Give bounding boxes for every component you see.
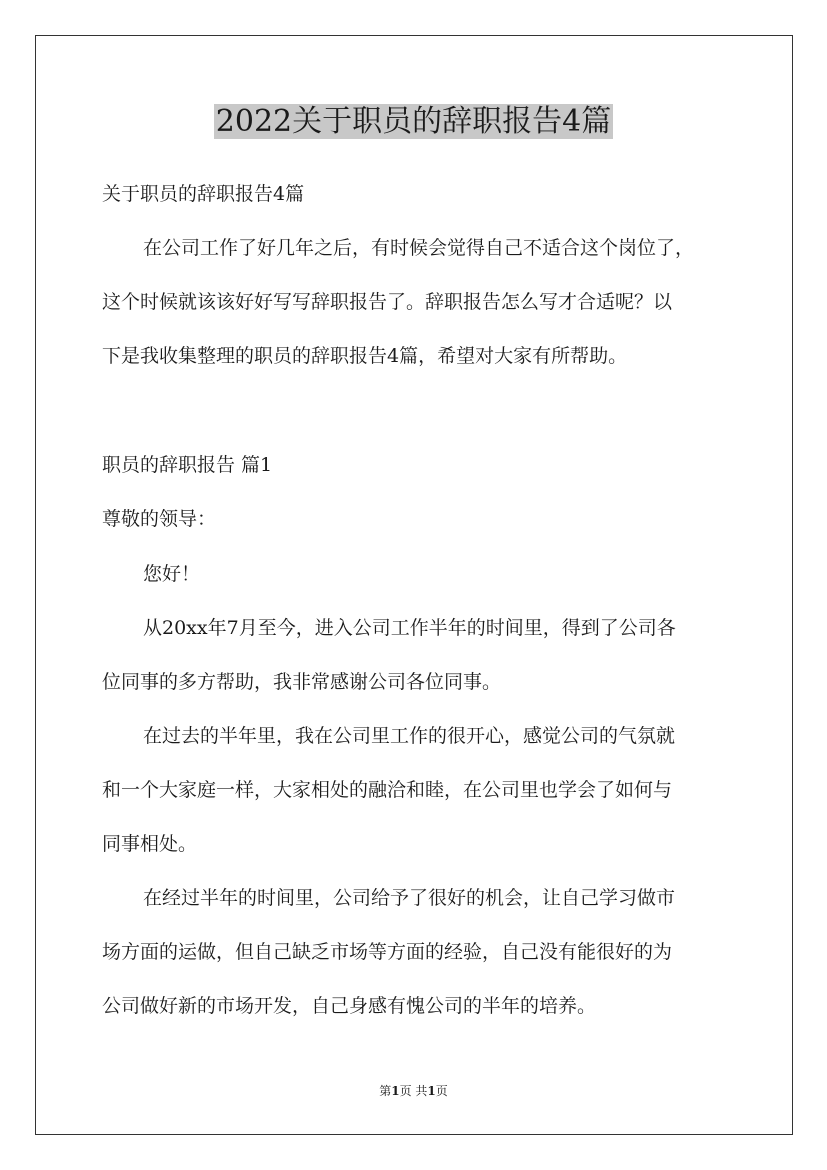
paragraph-line: 在经过半年的时间里，公司给予了很好的机会，让自己学习做市 bbox=[143, 887, 676, 909]
page-footer bbox=[0, 1083, 827, 1099]
paragraph-line: 这个时候就该该好好写写辞职报告了。辞职报告怎么写才合适呢？以 bbox=[102, 291, 673, 313]
paragraph-line: 在过去的半年里，我在公司里工作的很开心，感觉公司的气氛就 bbox=[143, 725, 676, 747]
paragraph-line: 和一个大家庭一样，大家相处的融洽和睦，在公司里也学会了如何与 bbox=[102, 779, 673, 801]
footer-page-prefix: 第 bbox=[379, 1084, 392, 1098]
paragraph-line: 公司做好新的市场开发，自己身感有愧公司的半年的培养。 bbox=[102, 995, 597, 1017]
footer-page-mid: 页 共 bbox=[399, 1084, 428, 1098]
greeting: 您好！ bbox=[143, 563, 201, 585]
paragraph-line: 位同事的多方帮助，我非常感谢公司各位同事。 bbox=[102, 671, 502, 693]
footer-page-current: 1 bbox=[391, 1084, 400, 1098]
footer-page-total: 1 bbox=[427, 1084, 436, 1098]
paragraph-line: 下是我收集整理的职员的辞职报告4篇，希望对大家有所帮助。 bbox=[102, 345, 628, 367]
document-title-text: 2022关于职员的辞职报告4篇 bbox=[215, 104, 612, 139]
paragraph-line: 从20xx年7月至今，进入公司工作半年的时间里，得到了公司各 bbox=[143, 617, 676, 639]
paragraph-line: 同事相处。 bbox=[102, 833, 198, 855]
section-heading: 职员的辞职报告 篇1 bbox=[102, 454, 273, 476]
paragraph-line: 场方面的运做，但自己缺乏市场等方面的经验，自己没有能很好的为 bbox=[102, 941, 673, 963]
document-title bbox=[0, 102, 827, 142]
salutation: 尊敬的领导： bbox=[102, 508, 217, 530]
paragraph-line: 在公司工作了好几年之后，有时候会觉得自己不适合这个岗位了， bbox=[143, 237, 695, 259]
subtitle-line: 关于职员的辞职报告4篇 bbox=[102, 183, 305, 205]
footer-page-suffix: 页 bbox=[435, 1084, 448, 1098]
